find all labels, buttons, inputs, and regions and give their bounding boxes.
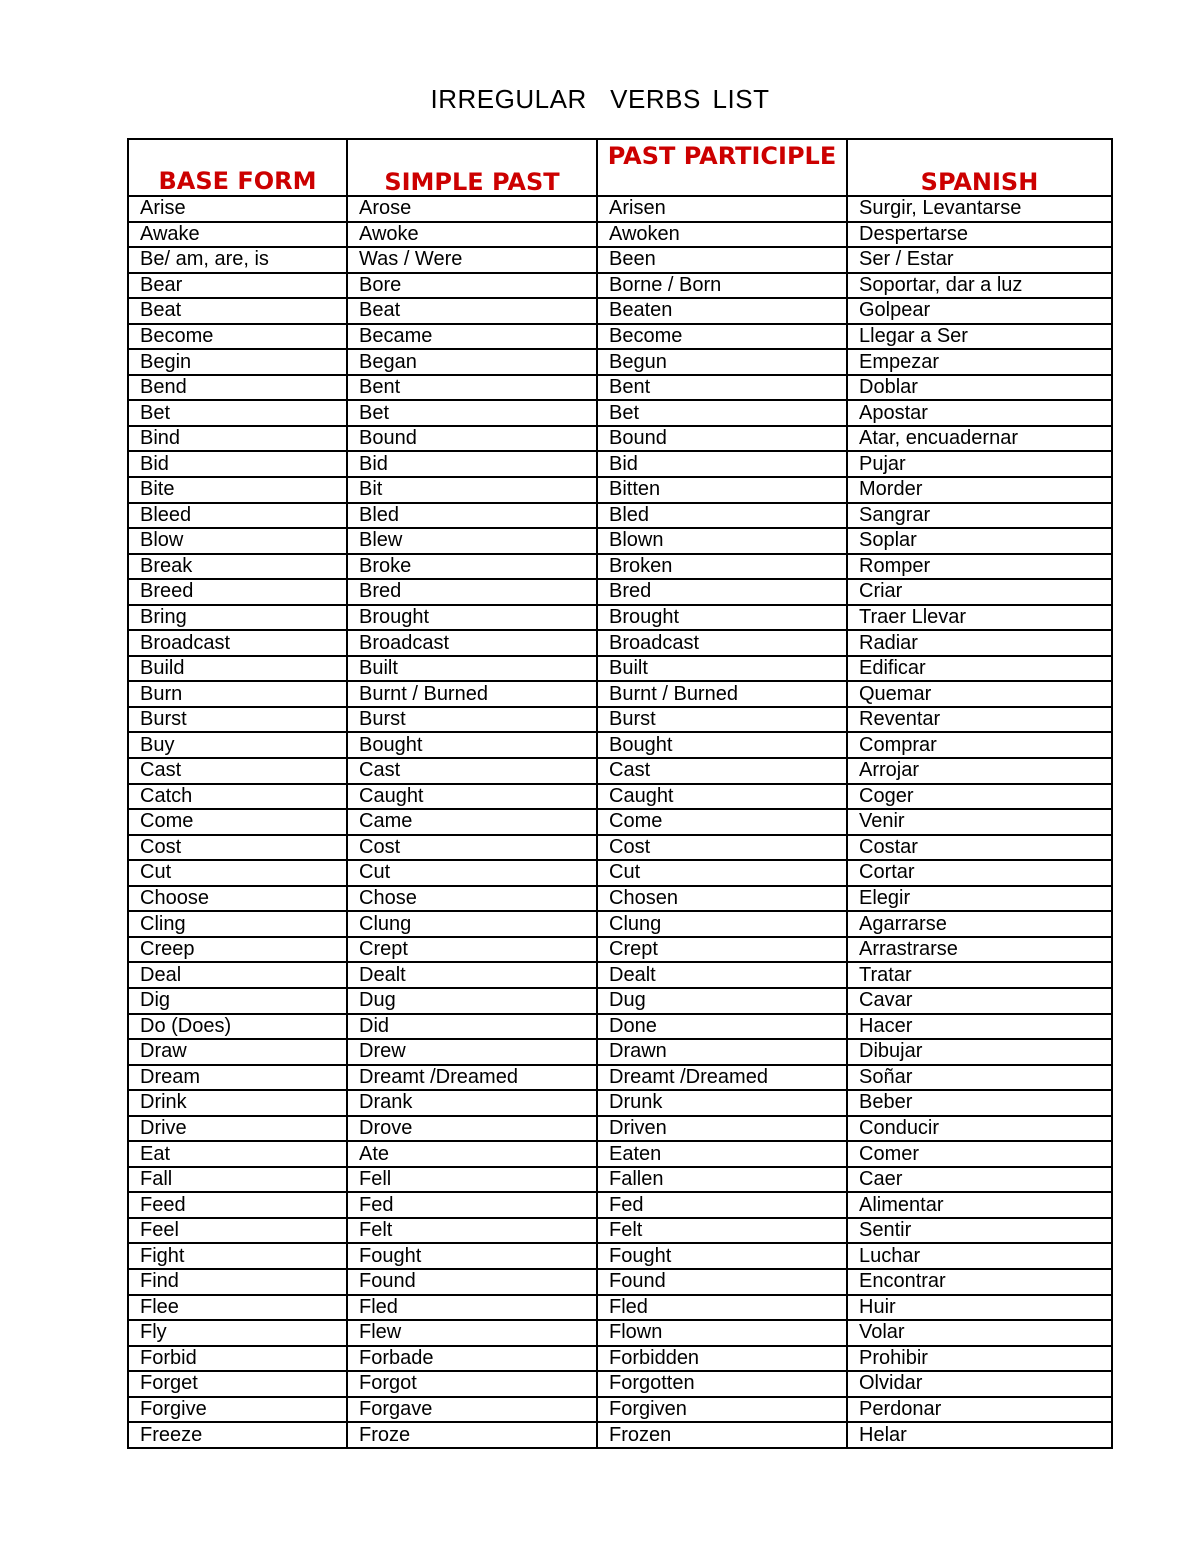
- past-participle-cell: Found: [597, 1269, 847, 1295]
- spanish-cell: Volar: [847, 1320, 1112, 1346]
- table-header-row: [128, 139, 1112, 196]
- spanish-cell: Sangrar: [847, 503, 1112, 529]
- table-row: [128, 528, 1112, 554]
- irregular-verbs-table: [127, 138, 1113, 1449]
- past-participle-cell: Dealt: [597, 962, 847, 988]
- past-participle-cell: Arisen: [597, 196, 847, 222]
- table-row: [128, 1192, 1112, 1218]
- spanish-cell: Doblar: [847, 375, 1112, 401]
- spanish-cell: Criar: [847, 579, 1112, 605]
- simple-past-cell: Broadcast: [347, 630, 597, 656]
- table-row: [128, 1039, 1112, 1065]
- table-row: [128, 196, 1112, 222]
- table-row: [128, 1243, 1112, 1269]
- spanish-cell: Soplar: [847, 528, 1112, 554]
- table-row: [128, 1141, 1112, 1167]
- simple-past-cell: Clung: [347, 911, 597, 937]
- spanish-cell: Ser / Estar: [847, 247, 1112, 273]
- past-participle-cell: Dreamt /Dreamed: [597, 1065, 847, 1091]
- past-participle-cell: Borne / Born: [597, 273, 847, 299]
- table-row: [128, 1346, 1112, 1372]
- simple-past-cell: Beat: [347, 298, 597, 324]
- spanish-cell: Elegir: [847, 886, 1112, 912]
- spanish-cell: Prohibir: [847, 1346, 1112, 1372]
- spanish-cell: Venir: [847, 809, 1112, 835]
- past-participle-cell: Become: [597, 324, 847, 350]
- base-form-cell: Buy: [128, 732, 347, 758]
- simple-past-cell: Drove: [347, 1116, 597, 1142]
- past-participle-cell: Driven: [597, 1116, 847, 1142]
- base-form-cell: Bid: [128, 451, 347, 477]
- base-form-cell: Eat: [128, 1141, 347, 1167]
- spanish-cell: Romper: [847, 554, 1112, 580]
- table-row: [128, 579, 1112, 605]
- table-row: [128, 630, 1112, 656]
- base-form-cell: Cast: [128, 758, 347, 784]
- simple-past-cell: Fled: [347, 1295, 597, 1321]
- table-row: [128, 1014, 1112, 1040]
- spanish-cell: Huir: [847, 1295, 1112, 1321]
- simple-past-cell: Broke: [347, 554, 597, 580]
- table-row: [128, 707, 1112, 733]
- past-participle-cell: Awoken: [597, 222, 847, 248]
- spanish-cell: Arrojar: [847, 758, 1112, 784]
- spanish-cell: Apostar: [847, 400, 1112, 426]
- past-participle-cell: Fallen: [597, 1167, 847, 1193]
- past-participle-cell: Fed: [597, 1192, 847, 1218]
- table-body: [128, 196, 1112, 1448]
- simple-past-cell: Began: [347, 349, 597, 375]
- spanish-cell: Encontrar: [847, 1269, 1112, 1295]
- spanish-cell: Arrastrarse: [847, 937, 1112, 963]
- base-form-cell: Forgive: [128, 1397, 347, 1423]
- simple-past-cell: Did: [347, 1014, 597, 1040]
- table-row: [128, 1397, 1112, 1423]
- past-participle-cell: Cost: [597, 835, 847, 861]
- simple-past-cell: Bet: [347, 400, 597, 426]
- table-row: [128, 1167, 1112, 1193]
- spanish-cell: Surgir, Levantarse: [847, 196, 1112, 222]
- simple-past-cell: Found: [347, 1269, 597, 1295]
- base-form-cell: Drink: [128, 1090, 347, 1116]
- simple-past-cell: Bent: [347, 375, 597, 401]
- base-form-cell: Dig: [128, 988, 347, 1014]
- past-participle-cell: Burnt / Burned: [597, 681, 847, 707]
- table-row: [128, 400, 1112, 426]
- base-form-cell: Choose: [128, 886, 347, 912]
- past-participle-cell: Fought: [597, 1243, 847, 1269]
- table-row: [128, 503, 1112, 529]
- simple-past-cell: Drew: [347, 1039, 597, 1065]
- spanish-cell: Cavar: [847, 988, 1112, 1014]
- simple-past-cell: Drank: [347, 1090, 597, 1116]
- spanish-cell: Quemar: [847, 681, 1112, 707]
- simple-past-cell: Ate: [347, 1141, 597, 1167]
- past-participle-cell: Bet: [597, 400, 847, 426]
- table-row: [128, 1065, 1112, 1091]
- past-participle-cell: Clung: [597, 911, 847, 937]
- spanish-cell: Soportar, dar a luz: [847, 273, 1112, 299]
- simple-past-cell: Burnt / Burned: [347, 681, 597, 707]
- past-participle-cell: Flown: [597, 1320, 847, 1346]
- base-form-cell: Cling: [128, 911, 347, 937]
- past-participle-cell: Built: [597, 656, 847, 682]
- base-form-cell: Break: [128, 554, 347, 580]
- base-form-cell: Bring: [128, 605, 347, 631]
- spanish-cell: Comprar: [847, 732, 1112, 758]
- past-participle-cell: Cut: [597, 860, 847, 886]
- table-row: [128, 758, 1112, 784]
- table-row: [128, 681, 1112, 707]
- spanish-cell: Luchar: [847, 1243, 1112, 1269]
- table-row: [128, 349, 1112, 375]
- spanish-cell: Helar: [847, 1422, 1112, 1448]
- spanish-cell: Edificar: [847, 656, 1112, 682]
- table-row: [128, 886, 1112, 912]
- spanish-cell: Perdonar: [847, 1397, 1112, 1423]
- past-participle-cell: Crept: [597, 937, 847, 963]
- simple-past-cell: Flew: [347, 1320, 597, 1346]
- spanish-cell: Caer: [847, 1167, 1112, 1193]
- spanish-cell: Golpear: [847, 298, 1112, 324]
- spanish-cell: Pujar: [847, 451, 1112, 477]
- simple-past-cell: Burst: [347, 707, 597, 733]
- base-form-cell: Catch: [128, 784, 347, 810]
- base-form-cell: Fall: [128, 1167, 347, 1193]
- table-row: [128, 1320, 1112, 1346]
- simple-past-cell: Forbade: [347, 1346, 597, 1372]
- spanish-cell: Comer: [847, 1141, 1112, 1167]
- past-participle-cell: Fled: [597, 1295, 847, 1321]
- base-form-cell: Find: [128, 1269, 347, 1295]
- spanish-cell: Beber: [847, 1090, 1112, 1116]
- base-form-cell: Build: [128, 656, 347, 682]
- past-participle-cell: Blown: [597, 528, 847, 554]
- simple-past-cell: Bit: [347, 477, 597, 503]
- base-form-cell: Begin: [128, 349, 347, 375]
- spanish-cell: Reventar: [847, 707, 1112, 733]
- table-row: [128, 1116, 1112, 1142]
- past-participle-cell: Forgotten: [597, 1371, 847, 1397]
- base-form-cell: Beat: [128, 298, 347, 324]
- past-participle-cell: Drunk: [597, 1090, 847, 1116]
- table-row: [128, 860, 1112, 886]
- simple-past-cell: Bid: [347, 451, 597, 477]
- spanish-cell: Despertarse: [847, 222, 1112, 248]
- simple-past-cell: Crept: [347, 937, 597, 963]
- base-form-cell: Flee: [128, 1295, 347, 1321]
- header-simple-past: SIMPLE PAST: [347, 139, 597, 196]
- base-form-cell: Cut: [128, 860, 347, 886]
- base-form-cell: Fight: [128, 1243, 347, 1269]
- simple-past-cell: Blew: [347, 528, 597, 554]
- past-participle-cell: Beaten: [597, 298, 847, 324]
- table-row: [128, 554, 1112, 580]
- spanish-cell: Traer Llevar: [847, 605, 1112, 631]
- base-form-cell: Cost: [128, 835, 347, 861]
- base-form-cell: Bleed: [128, 503, 347, 529]
- spanish-cell: Agarrarse: [847, 911, 1112, 937]
- table-row: [128, 809, 1112, 835]
- base-form-cell: Deal: [128, 962, 347, 988]
- table-row: [128, 247, 1112, 273]
- table-row: [128, 1090, 1112, 1116]
- base-form-cell: Come: [128, 809, 347, 835]
- header-spanish: SPANISH: [847, 139, 1112, 196]
- header-base-form: BASE FORM: [128, 139, 347, 196]
- simple-past-cell: Fought: [347, 1243, 597, 1269]
- simple-past-cell: Chose: [347, 886, 597, 912]
- base-form-cell: Bet: [128, 400, 347, 426]
- simple-past-cell: Was / Were: [347, 247, 597, 273]
- spanish-cell: Morder: [847, 477, 1112, 503]
- base-form-cell: Freeze: [128, 1422, 347, 1448]
- base-form-cell: Burst: [128, 707, 347, 733]
- past-participle-cell: Bled: [597, 503, 847, 529]
- simple-past-cell: Cost: [347, 835, 597, 861]
- past-participle-cell: Dug: [597, 988, 847, 1014]
- simple-past-cell: Cut: [347, 860, 597, 886]
- base-form-cell: Draw: [128, 1039, 347, 1065]
- header-past-participle: PAST PARTICIPLE: [597, 139, 847, 196]
- past-participle-cell: Brought: [597, 605, 847, 631]
- base-form-cell: Be/ am, are, is: [128, 247, 347, 273]
- table-row: [128, 451, 1112, 477]
- spanish-cell: Olvidar: [847, 1371, 1112, 1397]
- table-row: [128, 273, 1112, 299]
- past-participle-cell: Begun: [597, 349, 847, 375]
- simple-past-cell: Cast: [347, 758, 597, 784]
- past-participle-cell: Bid: [597, 451, 847, 477]
- simple-past-cell: Froze: [347, 1422, 597, 1448]
- simple-past-cell: Felt: [347, 1218, 597, 1244]
- table-row: [128, 298, 1112, 324]
- spanish-cell: Hacer: [847, 1014, 1112, 1040]
- base-form-cell: Awake: [128, 222, 347, 248]
- past-participle-cell: Cast: [597, 758, 847, 784]
- past-participle-cell: Bought: [597, 732, 847, 758]
- spanish-cell: Sentir: [847, 1218, 1112, 1244]
- base-form-cell: Feel: [128, 1218, 347, 1244]
- simple-past-cell: Fed: [347, 1192, 597, 1218]
- spanish-cell: Empezar: [847, 349, 1112, 375]
- spanish-cell: Coger: [847, 784, 1112, 810]
- table-row: [128, 835, 1112, 861]
- base-form-cell: Bind: [128, 426, 347, 452]
- spanish-cell: Dibujar: [847, 1039, 1112, 1065]
- simple-past-cell: Became: [347, 324, 597, 350]
- simple-past-cell: Fell: [347, 1167, 597, 1193]
- spanish-cell: Soñar: [847, 1065, 1112, 1091]
- base-form-cell: Bite: [128, 477, 347, 503]
- table-row: [128, 656, 1112, 682]
- past-participle-cell: Bred: [597, 579, 847, 605]
- table-row: [128, 988, 1112, 1014]
- base-form-cell: Bear: [128, 273, 347, 299]
- page-title: IRREGULAR VERBS LIST: [430, 84, 770, 114]
- simple-past-cell: Bled: [347, 503, 597, 529]
- past-participle-cell: Chosen: [597, 886, 847, 912]
- past-participle-cell: Drawn: [597, 1039, 847, 1065]
- base-form-cell: Breed: [128, 579, 347, 605]
- table-row: [128, 477, 1112, 503]
- table-row: [128, 911, 1112, 937]
- simple-past-cell: Bore: [347, 273, 597, 299]
- spanish-cell: Llegar a Ser: [847, 324, 1112, 350]
- table-row: [128, 962, 1112, 988]
- simple-past-cell: Built: [347, 656, 597, 682]
- table-row: [128, 375, 1112, 401]
- table-row: [128, 222, 1112, 248]
- base-form-cell: Do (Does): [128, 1014, 347, 1040]
- past-participle-cell: Done: [597, 1014, 847, 1040]
- simple-past-cell: Dug: [347, 988, 597, 1014]
- base-form-cell: Blow: [128, 528, 347, 554]
- base-form-cell: Broadcast: [128, 630, 347, 656]
- simple-past-cell: Bred: [347, 579, 597, 605]
- spanish-cell: Alimentar: [847, 1192, 1112, 1218]
- past-participle-cell: Forgiven: [597, 1397, 847, 1423]
- simple-past-cell: Bought: [347, 732, 597, 758]
- base-form-cell: Bend: [128, 375, 347, 401]
- past-participle-cell: Frozen: [597, 1422, 847, 1448]
- past-participle-cell: Burst: [597, 707, 847, 733]
- spanish-cell: Costar: [847, 835, 1112, 861]
- simple-past-cell: Forgot: [347, 1371, 597, 1397]
- table-row: [128, 1269, 1112, 1295]
- simple-past-cell: Arose: [347, 196, 597, 222]
- spanish-cell: Cortar: [847, 860, 1112, 886]
- past-participle-cell: Forbidden: [597, 1346, 847, 1372]
- past-participle-cell: Eaten: [597, 1141, 847, 1167]
- table-row: [128, 1371, 1112, 1397]
- base-form-cell: Fly: [128, 1320, 347, 1346]
- base-form-cell: Dream: [128, 1065, 347, 1091]
- table-row: [128, 1422, 1112, 1448]
- base-form-cell: Drive: [128, 1116, 347, 1142]
- spanish-cell: Radiar: [847, 630, 1112, 656]
- simple-past-cell: Came: [347, 809, 597, 835]
- table-row: [128, 426, 1112, 452]
- simple-past-cell: Awoke: [347, 222, 597, 248]
- past-participle-cell: Come: [597, 809, 847, 835]
- past-participle-cell: Broadcast: [597, 630, 847, 656]
- past-participle-cell: Bent: [597, 375, 847, 401]
- past-participle-cell: Bitten: [597, 477, 847, 503]
- past-participle-cell: Been: [597, 247, 847, 273]
- table-row: [128, 1295, 1112, 1321]
- table-row: [128, 784, 1112, 810]
- spanish-cell: Conducir: [847, 1116, 1112, 1142]
- base-form-cell: Arise: [128, 196, 347, 222]
- past-participle-cell: Caught: [597, 784, 847, 810]
- past-participle-cell: Bound: [597, 426, 847, 452]
- simple-past-cell: Brought: [347, 605, 597, 631]
- past-participle-cell: Broken: [597, 554, 847, 580]
- spanish-cell: Atar, encuadernar: [847, 426, 1112, 452]
- base-form-cell: Creep: [128, 937, 347, 963]
- table-row: [128, 324, 1112, 350]
- spanish-cell: Tratar: [847, 962, 1112, 988]
- base-form-cell: Feed: [128, 1192, 347, 1218]
- table-row: [128, 605, 1112, 631]
- base-form-cell: Forget: [128, 1371, 347, 1397]
- base-form-cell: Forbid: [128, 1346, 347, 1372]
- base-form-cell: Become: [128, 324, 347, 350]
- simple-past-cell: Caught: [347, 784, 597, 810]
- simple-past-cell: Dreamt /Dreamed: [347, 1065, 597, 1091]
- table-row: [128, 937, 1112, 963]
- base-form-cell: Burn: [128, 681, 347, 707]
- table-row: [128, 732, 1112, 758]
- table-row: [128, 1218, 1112, 1244]
- simple-past-cell: Forgave: [347, 1397, 597, 1423]
- simple-past-cell: Dealt: [347, 962, 597, 988]
- simple-past-cell: Bound: [347, 426, 597, 452]
- past-participle-cell: Felt: [597, 1218, 847, 1244]
